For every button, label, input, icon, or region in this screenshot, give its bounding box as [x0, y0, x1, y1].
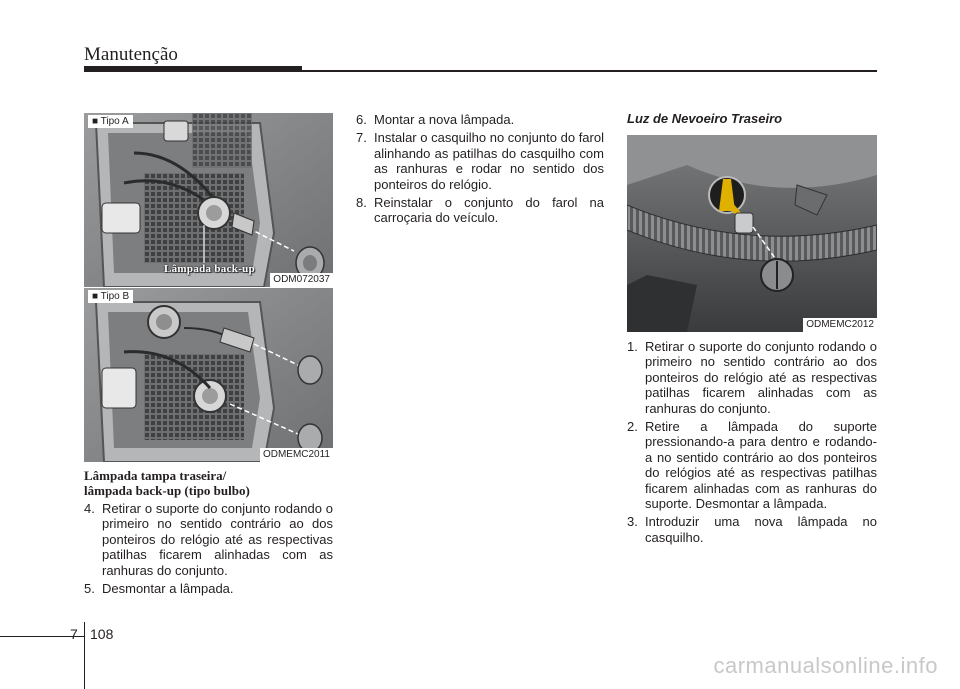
footer-rule-vertical [84, 622, 85, 689]
step-text: Desmontar a lâmpada. [102, 581, 234, 597]
step-number: 1. [627, 339, 638, 354]
figure-tipo-a-label: ■ Tipo A [88, 115, 133, 128]
step-number: 4. [84, 501, 95, 516]
right-steps [627, 339, 877, 548]
left-step [84, 501, 333, 578]
step-text: Introduzir uma nova lâmpada no casquilho. [645, 514, 877, 545]
step-text: Montar a nova lâmpada. [374, 112, 515, 127]
step-text: Retire a lâmpada do suporte pressionando-a para dentro e rodando-a no sentido contrário ao dos ponteiros do relógios até as respectivas patilhas ficarem alinhadas com as ranhuras do suporte. Desmontar a lâmpada. [645, 419, 877, 512]
step-number: 5. [84, 581, 95, 597]
page-number: 108 [90, 626, 114, 642]
figure-fog-lamp-code: ODMEMC2012 [803, 318, 877, 332]
figure-tipo-b-code: ODMEMC2011 [260, 448, 333, 462]
right-step [627, 339, 877, 416]
figure-tipo-a-callout: Lâmpada back-up [164, 263, 256, 275]
step-number: 8. [356, 195, 367, 211]
figure-tipo-b-label: ■ Tipo B [88, 290, 133, 303]
step-text: Reinstalar o conjunto do farol na carroçaria do veículo. [374, 195, 604, 226]
figure-fog-lamp [627, 135, 877, 332]
header-rule-thin [302, 70, 877, 72]
watermark-text: carmanualsonline.info [713, 653, 938, 678]
fog-lamp-section-title: Luz de Nevoeiro Traseiro [627, 111, 783, 126]
step-text: Retirar o suporte do conjunto rodando o primeiro no sentido contrário ao dos ponteiros do relógio até as respectivas patilhas ficarem alinhadas com as ranhuras do conjunto. [102, 501, 333, 578]
figure-tipo-b [84, 288, 333, 462]
right-step [627, 419, 877, 511]
middle-step [356, 195, 604, 226]
middle-step [356, 130, 604, 192]
middle-steps [356, 112, 604, 229]
middle-step [356, 112, 604, 127]
step-number: 3. [627, 514, 638, 530]
left-subheading [84, 468, 333, 498]
step-text: Retirar o suporte do conjunto rodando o primeiro no sentido contrário ao dos ponteiros do relógio até as respectivas patilhas ficarem alinhadas com as ranhuras do conjunto. [645, 339, 877, 416]
chapter-number: 7 [70, 626, 78, 642]
step-text: Instalar o casquilho no conjunto do farol alinhando as patilhas do casquilho com as ranhuras e rodar no sentido dos ponteiros do relógio. [374, 130, 604, 192]
figure-tipo-a [84, 113, 333, 287]
header-rule-thick [84, 66, 302, 72]
right-step [627, 514, 877, 545]
page-header-title: Manutenção [84, 44, 178, 65]
step-number: 7. [356, 130, 367, 146]
left-steps [84, 501, 333, 599]
left-step [84, 581, 333, 596]
step-number: 2. [627, 419, 638, 435]
figure-tipo-a-illustration [84, 113, 333, 287]
figure-tipo-b-illustration [84, 288, 333, 462]
figure-tipo-a-code: ODM072037 [270, 273, 333, 287]
step-number: 6. [356, 112, 367, 127]
figure-fog-lamp-illustration [627, 135, 877, 332]
left-subheading-line2: lâmpada back-up (tipo bulbo) [84, 483, 250, 498]
left-subheading-line1: Lâmpada tampa traseira/ [84, 468, 227, 483]
